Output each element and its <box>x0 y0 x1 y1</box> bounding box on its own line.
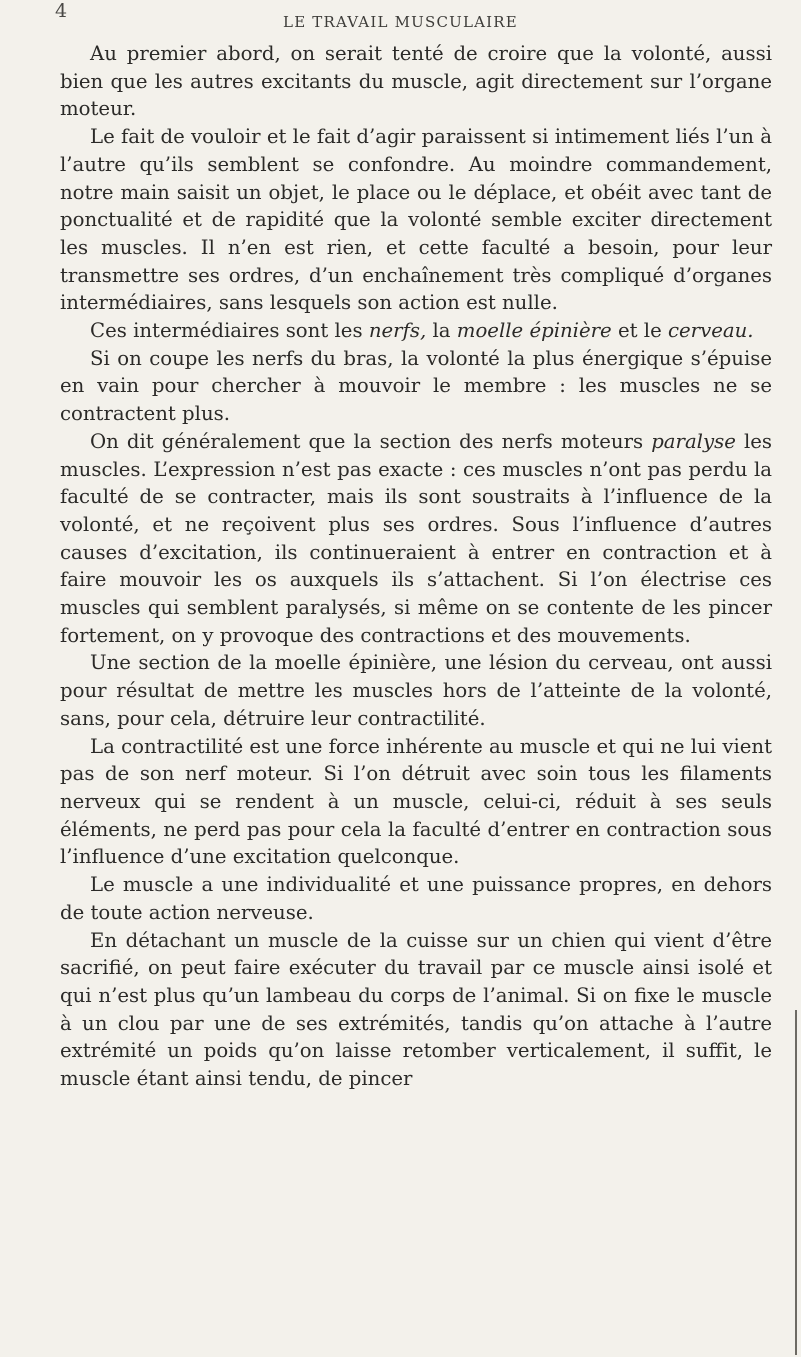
term-moelle-epiniere: moelle épinière <box>456 319 612 343</box>
paragraph-7: La contractilité est une force inhérente au muscle et qui ne lui vient pas de son nerf moteur. Si l’on détruit avec soin tous les filaments nerveux qui se rendent à un muscle, celui-ci, réduit à ses seuls éléments, ne perd pas pour cela la faculté d’entrer en contraction sous l’influence d’une excitation quelconque. <box>60 734 772 869</box>
paragraph-5-text-2: les muscles. L’expression n’est pas exacte : ces muscles n’ont pas perdu la faculté de se contracter, mais ils sont soustraits à l’influence de la volonté, et ne reçoivent plus ses ordres. Sous l’influence d’autres causes d’excitation, ils continueraient à entrer en contraction et à faire mouvoir les os auxquels ils s’attachent. Si l’on électrise ces muscles qui semblent paralysés, si même on se contente de les pincer fortement, on y provoque des contractions et des mouvements. <box>60 429 772 647</box>
paragraph-5-text: On dit généralement que la section des nerfs moteurs <box>90 429 652 453</box>
paragraph-3 <box>60 317 772 345</box>
paragraph-6: Une section de la moelle épinière, une lésion du cerveau, ont aussi pour résultat de mettre les muscles hors de l’atteinte de la volonté, sans, pour cela, détruire leur contractilité. <box>60 651 772 730</box>
paragraph-3-text: Ces intermédiaires sont les <box>90 319 369 343</box>
page-number: 4 <box>55 0 68 22</box>
paragraph-9: En détachant un muscle de la cuisse sur un chien qui vient d’être sacrifié, on peut faire exécuter du travail par ce muscle ainsi isolé et qui n’est plus qu’un lambeau du corps de l’animal. Si on fixe le muscle à un clou par une de ses extrémités, tandis qu’on attache à l’autre extrémité un poids qu’on laisse retomber verticalement, il suffit, le muscle étant ainsi tendu, de pincer <box>60 928 772 1091</box>
paragraph-4: Si on coupe les nerfs du bras, la volonté la plus énergique s’épuise en vain pour chercher à mouvoir le membre : les muscles ne se contractent plus. <box>60 346 772 426</box>
term-cerveau: cerveau. <box>668 319 754 343</box>
term-paralyse: paralyse <box>651 429 736 453</box>
paragraph-5 <box>60 428 772 650</box>
term-nerfs: nerfs, <box>368 319 427 343</box>
paragraph-2: Le fait de vouloir et le fait d’agir paraissent si intimement liés l’un à l’autre qu’ils semblent se confondre. Au moindre commandement, notre main saisit un objet, le place ou le déplace, et obéit avec tant de ponctualité et de rapidité que la volonté semble exciter directement les muscles. Il n’en est rien, et cette faculté a besoin, pour leur transmettre ses ordres, d’un enchaînement très compliqué d’organes intermédiaires, sans lesquels son action est nulle. <box>60 125 772 315</box>
paragraph-3-text-2: la <box>426 319 457 343</box>
page-edge-line <box>795 1010 797 1355</box>
paragraph-1: Au premier abord, on serait tenté de croire que la volonté, aussi bien que les autres excitants du muscle, agit directement sur l’organe moteur. <box>60 42 772 121</box>
running-title: LE TRAVAIL MUSCULAIRE <box>283 13 518 31</box>
paragraph-3-text-3: et le <box>611 319 668 343</box>
paragraph-8: Le muscle a une individualité et une puissance propres, en dehors de toute action nerveuse. <box>60 873 772 924</box>
body-text <box>60 40 772 1093</box>
